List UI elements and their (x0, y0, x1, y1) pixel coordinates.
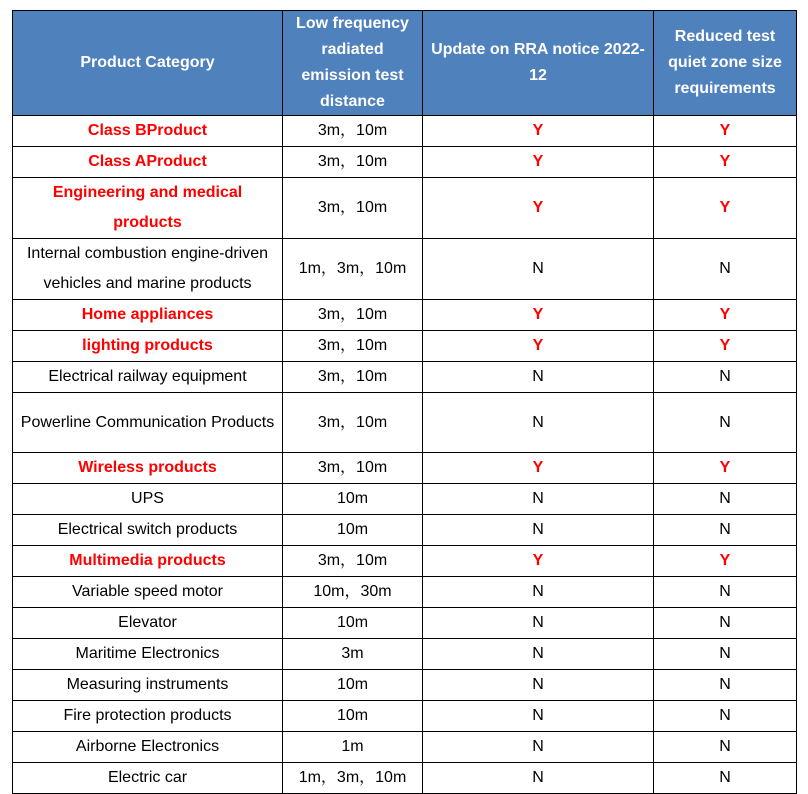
table-row (13, 239, 797, 300)
table-row (13, 484, 797, 515)
header-test-distance: Low frequency radiated emission test distance (283, 11, 423, 116)
cell-product-category: Fire protection products (13, 701, 283, 732)
table-row (13, 639, 797, 670)
cell-product-category: Airborne Electronics (13, 732, 283, 763)
cell-reduced-quiet-zone: Y (654, 147, 797, 178)
cell-rra-update: N (423, 393, 654, 453)
cell-test-distance: 3m，10m (283, 331, 423, 362)
table-row (13, 116, 797, 147)
cell-test-distance: 1m (283, 732, 423, 763)
cell-product-category: Internal combustion engine-driven vehicles and marine products (13, 239, 283, 300)
table-row (13, 577, 797, 608)
cell-rra-update: N (423, 763, 654, 794)
cell-test-distance: 10m (283, 608, 423, 639)
cell-test-distance: 3m，10m (283, 147, 423, 178)
cell-test-distance: 10m，30m (283, 577, 423, 608)
cell-test-distance: 10m (283, 515, 423, 546)
cell-reduced-quiet-zone: Y (654, 178, 797, 239)
cell-rra-update: N (423, 577, 654, 608)
cell-rra-update: Y (423, 300, 654, 331)
cell-test-distance: 10m (283, 670, 423, 701)
cell-rra-update: N (423, 608, 654, 639)
cell-test-distance: 3m，10m (283, 178, 423, 239)
table-row (13, 178, 797, 239)
cell-reduced-quiet-zone: N (654, 701, 797, 732)
cell-reduced-quiet-zone: Y (654, 453, 797, 484)
cell-rra-update: N (423, 639, 654, 670)
cell-reduced-quiet-zone: N (654, 670, 797, 701)
cell-rra-update: Y (423, 116, 654, 147)
table-row (13, 331, 797, 362)
cell-reduced-quiet-zone: Y (654, 331, 797, 362)
table-row (13, 515, 797, 546)
header-product-category: Product Category (13, 11, 283, 116)
cell-rra-update: N (423, 239, 654, 300)
table-row (13, 701, 797, 732)
cell-reduced-quiet-zone: Y (654, 300, 797, 331)
cell-product-category: Engineering and medical products (13, 178, 283, 239)
cell-rra-update: Y (423, 147, 654, 178)
product-category-table (12, 10, 797, 794)
cell-test-distance: 3m，10m (283, 300, 423, 331)
cell-test-distance: 3m，10m (283, 546, 423, 577)
cell-rra-update: N (423, 484, 654, 515)
table-header-row (13, 11, 797, 116)
cell-rra-update: Y (423, 453, 654, 484)
table-row (13, 393, 797, 453)
cell-reduced-quiet-zone: N (654, 763, 797, 794)
cell-product-category: Powerline Communication Products (13, 393, 283, 453)
cell-product-category: Electrical railway equipment (13, 362, 283, 393)
cell-reduced-quiet-zone: Y (654, 116, 797, 147)
cell-reduced-quiet-zone: N (654, 732, 797, 763)
cell-test-distance: 1m，3m，10m (283, 239, 423, 300)
table-row (13, 732, 797, 763)
cell-product-category: Electrical switch products (13, 515, 283, 546)
cell-reduced-quiet-zone: N (654, 577, 797, 608)
cell-rra-update: N (423, 362, 654, 393)
cell-test-distance: 3m，10m (283, 453, 423, 484)
table-body (13, 116, 797, 794)
cell-product-category: Class BProduct (13, 116, 283, 147)
cell-test-distance: 10m (283, 484, 423, 515)
cell-rra-update: N (423, 515, 654, 546)
cell-product-category: Maritime Electronics (13, 639, 283, 670)
cell-test-distance: 3m，10m (283, 362, 423, 393)
cell-rra-update: N (423, 670, 654, 701)
cell-product-category: UPS (13, 484, 283, 515)
cell-test-distance: 3m，10m (283, 393, 423, 453)
cell-product-category: Electric car (13, 763, 283, 794)
cell-reduced-quiet-zone: N (654, 515, 797, 546)
cell-product-category: Wireless products (13, 453, 283, 484)
table-row (13, 147, 797, 178)
cell-reduced-quiet-zone: N (654, 639, 797, 670)
table-row (13, 453, 797, 484)
cell-reduced-quiet-zone: N (654, 608, 797, 639)
cell-rra-update: Y (423, 546, 654, 577)
cell-test-distance: 3m (283, 639, 423, 670)
cell-product-category: Variable speed motor (13, 577, 283, 608)
cell-rra-update: N (423, 701, 654, 732)
cell-test-distance: 3m，10m (283, 116, 423, 147)
cell-reduced-quiet-zone: N (654, 239, 797, 300)
table-container (12, 10, 797, 794)
cell-reduced-quiet-zone: N (654, 362, 797, 393)
cell-rra-update: N (423, 732, 654, 763)
table-row (13, 763, 797, 794)
cell-test-distance: 10m (283, 701, 423, 732)
table-row (13, 546, 797, 577)
cell-product-category: Measuring instruments (13, 670, 283, 701)
cell-product-category: Multimedia products (13, 546, 283, 577)
cell-rra-update: Y (423, 331, 654, 362)
cell-product-category: lighting products (13, 331, 283, 362)
cell-product-category: Class AProduct (13, 147, 283, 178)
cell-test-distance: 1m，3m，10m (283, 763, 423, 794)
header-reduced-quiet-zone: Reduced test quiet zone size requirements (654, 11, 797, 116)
cell-reduced-quiet-zone: N (654, 393, 797, 453)
header-rra-update: Update on RRA notice 2022-12 (423, 11, 654, 116)
cell-reduced-quiet-zone: N (654, 484, 797, 515)
cell-rra-update: Y (423, 178, 654, 239)
cell-product-category: Home appliances (13, 300, 283, 331)
table-row (13, 362, 797, 393)
table-row (13, 608, 797, 639)
cell-reduced-quiet-zone: Y (654, 546, 797, 577)
table-row (13, 670, 797, 701)
cell-product-category: Elevator (13, 608, 283, 639)
table-row (13, 300, 797, 331)
